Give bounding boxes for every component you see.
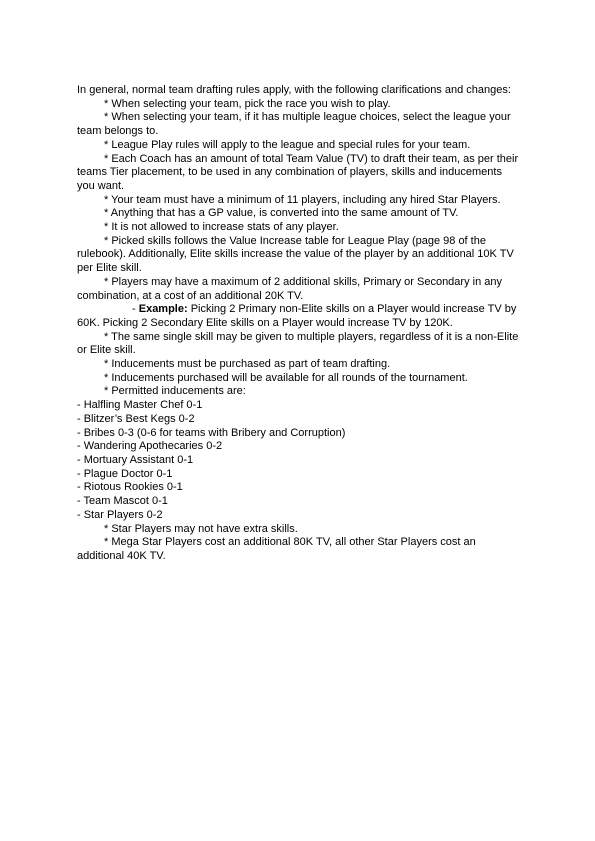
example-dash: - xyxy=(132,303,139,316)
rule-item: * Permitted inducements are: xyxy=(104,385,246,398)
inducement-item: - Plague Doctor 0-1 xyxy=(77,467,173,480)
rule-item: * League Play rules will apply to the league and special rules for your team. xyxy=(104,138,471,151)
rule-item: * Anything that has a GP value, is converted into the same amount of TV. xyxy=(104,207,459,220)
rule-item: * When selecting your team, if it has multiple league choices, select the league your team belongs to. xyxy=(77,111,511,138)
example-text: Picking 2 Primary non-Elite skills on a Player would increase TV by 60K. Picking 2 Secondary Elite skills on a Player would increase TV by 120K. xyxy=(77,303,517,329)
inducement-item: - Riotous Rookies 0-1 xyxy=(77,481,183,494)
rule-item: * Picked skills follows the Value Increase table for League Play (page 98 of the rulebook). Additionally, Elite skills increase the value of the player by an additional 10K TV per Elite skill. xyxy=(77,234,514,275)
inducement-item: - Mortuary Assistant 0-1 xyxy=(77,453,194,466)
inducement-item: - Star Players 0-2 xyxy=(77,508,163,521)
example-paragraph xyxy=(77,303,519,330)
rule-item: * It is not allowed to increase stats of any player. xyxy=(104,221,339,234)
rule-item: * Each Coach has an amount of total Team Value (TV) to draft their team, as per their teams Tier placement, to be used in any combination of players, skills and inducements you want. xyxy=(77,152,519,192)
inducement-item: - Halfling Master Chef 0-1 xyxy=(77,399,203,412)
rule-item: * Players may have a maximum of 2 additional skills, Primary or Secondary in any combination, at a cost of an additional 20K TV. xyxy=(77,275,502,302)
rule-item: * Star Players may not have extra skills. xyxy=(104,522,298,535)
rule-item: * When selecting your team, pick the race you wish to play. xyxy=(104,97,391,110)
rule-item: * Inducements purchased will be available for all rounds of the tournament. xyxy=(104,371,468,384)
rule-item: * Your team must have a minimum of 11 players, including any hired Star Players. xyxy=(104,193,501,206)
inducement-item: - Bribes 0-3 (0-6 for teams with Bribery and Corruption) xyxy=(77,426,346,439)
rule-item: * Mega Star Players cost an additional 80K TV, all other Star Players cost an additional 40K TV. xyxy=(77,536,476,562)
example-label: Example: xyxy=(138,303,188,316)
inducement-item: - Wandering Apothecaries 0-2 xyxy=(77,440,223,453)
rule-item: * The same single skill may be given to multiple players, regardless of it is a non-Elite or Elite skill. xyxy=(77,330,519,357)
inducement-item: - Blitzer’s Best Kegs 0-2 xyxy=(77,412,195,425)
intro-paragraph: In general, normal team drafting rules apply, with the following clarifications and changes: xyxy=(77,84,511,96)
inducement-item: - Team Mascot 0-1 xyxy=(77,495,168,508)
rule-item: * Inducements must be purchased as part of team drafting. xyxy=(104,358,391,371)
document-body xyxy=(77,84,519,564)
